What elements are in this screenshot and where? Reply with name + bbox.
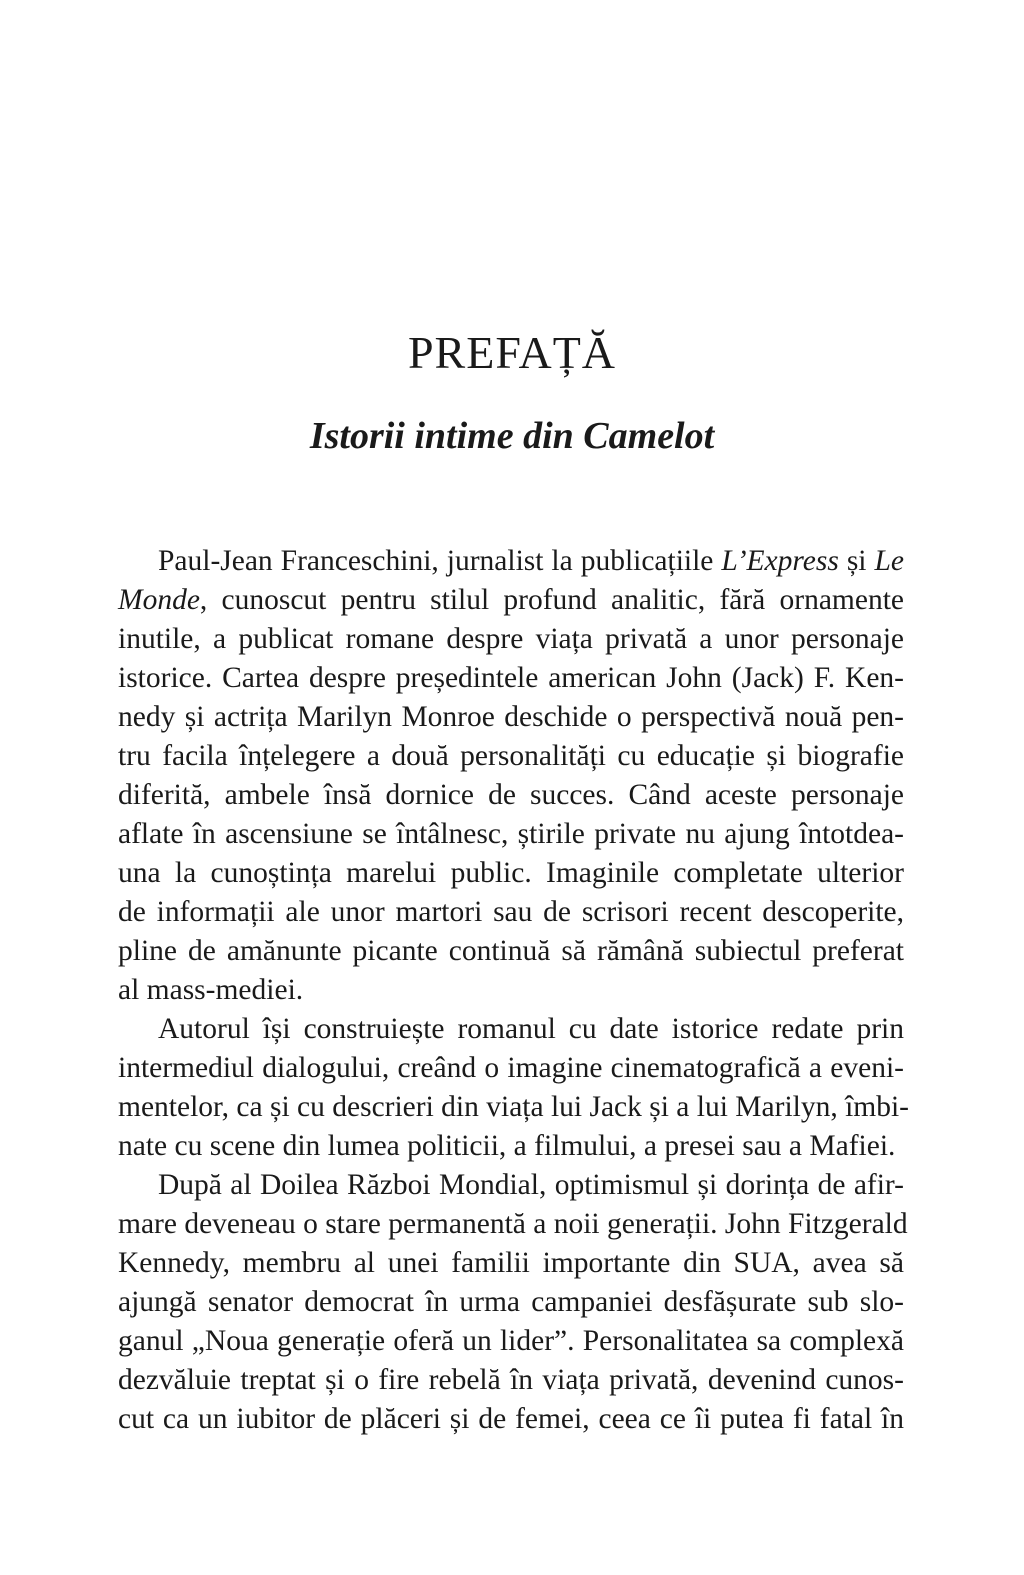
text-line: cut ca un iubitor de plăceri și de femei, ceea ce îi putea fi fatal în [118,1403,904,1435]
text-line: inutile, a publicat romane despre viața privată a unor personaje [118,623,904,655]
paragraph [118,542,904,1010]
text-line: Autorul își construiește romanul cu date istorice redate prin [158,1013,904,1045]
text-line: diferită, ambele însă dornice de succes. Când aceste personaje [118,779,904,811]
text-line: ajungă senator democrat în urma campaniei desfășurate sub slo- [118,1286,904,1318]
text-line: ganul „Noua generație oferă un lider”. Personalitatea sa complexă [118,1325,904,1357]
text-line: tru facila înțelegere a două personalități cu educație și biografie [118,740,904,772]
text-line: al mass-mediei. [118,974,304,1006]
text-line: După al Doilea Război Mondial, optimismul și dorința de afir- [158,1169,904,1201]
text-line: de informații ale unor martori sau de scrisori recent descoperite, [118,896,904,928]
text-line: mentelor, ca și cu descrieri din viața lui Jack și a lui Marilyn, îmbi- [118,1091,909,1123]
text-line: mare deveneau o stare permanentă a noii generații. John Fitzgerald [118,1208,908,1240]
body-text [118,542,909,1439]
text-line: Monde, cunoscut pentru stilul profund analitic, fără ornamente [118,584,904,616]
text-line: pline de amănunte picante continuă să rămână subiectul preferat [118,935,904,967]
text-line: una la cunoștința marelui public. Imaginile completate ulterior [118,857,904,889]
paragraph [118,1166,908,1439]
text-line: Paul-Jean Franceschini, jurnalist la publicațiile L’Express și Le [158,545,904,577]
text-line: Kennedy, membru al unei familii importante din SUA, avea să [118,1247,904,1279]
text-line: istorice. Cartea despre președintele american John (Jack) F. Ken- [118,662,904,694]
text-line: intermediul dialogului, creând o imagine cinematografică a eveni- [118,1052,904,1084]
text-line: nate cu scene din lumea politicii, a filmului, a presei sau a Mafiei. [118,1130,896,1162]
paragraph [118,1010,909,1166]
text-line: dezvăluie treptat și o fire rebelă în viața privată, devenind cunos- [118,1364,904,1396]
text-line: aflate în ascensiune se întâlnesc, știrile private nu ajung întotdea- [118,818,904,850]
chapter-subtitle: Istorii intime din Camelot [309,415,715,457]
chapter-title: PREFAȚĂ [407,327,617,378]
text-line: nedy și actrița Marilyn Monroe deschide o perspectivă nouă pen- [118,701,904,733]
